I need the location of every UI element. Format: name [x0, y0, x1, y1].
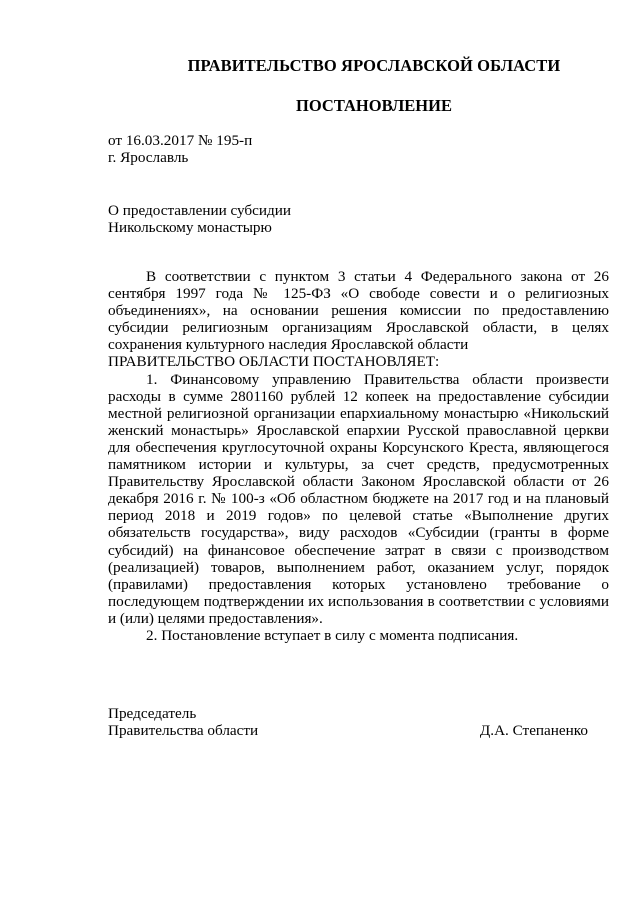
resolves-line: ПРАВИТЕЛЬСТВО ОБЛАСТИ ПОСТАНОВЛЯЕТ: [108, 353, 440, 371]
authority-heading: ПРАВИТЕЛЬСТВО ЯРОСЛАВСКОЙ ОБЛАСТИ [187, 56, 561, 75]
item-1-paragraph: 1. Финансовому управлению Правительства области произвести расходы в сумме 2801160 рублей 12 копеек на предоставление субсидии местной религиозной организации епархиальному монастырю «Никольский женский монастырь» Ярославской епархии Русской православной церкви для обеспечения круглосуточной охраны Корсунского Креста, являющегося памятником истории и культуры, за счет средств, предусмотренных Правительству Ярославской области Законом Ярославской области от 26 декабря 2016 г. № 100-з «Об областном бюджете на 2017 год и на плановый период 2018 и 2019 годов» по целевой статье «Выполнение других обязательств государства», виду расходов «Субсидии (гранты в форме субсидий) на финансовое обеспечение затрат в связи с производством (реализацией) товаров, выполнением работ, оказанием услуг, порядок (правилами) предоставления которых установлено требование о последующем подтверждении их использования в соответствии с условиями и (или) целями предоставления». [108, 370, 609, 627]
signatory-title-line-2: Правительства области [108, 722, 259, 739]
preamble-paragraph: В соответствии с пунктом 3 статьи 4 Федерального закона от 26 сентября 1997 года № 125-ФЗ «О свободе совести и о религиозных объединениях», на основании решения комиссии по предоставлению субсидии религиозным организациям Ярославской области, в целях сохранения культурного наследия Ярославской области [108, 268, 609, 354]
subject-line-2: Никольскому монастырю [108, 219, 272, 236]
document-body [108, 268, 609, 644]
date-number: от 16.03.2017 № 195-п [108, 132, 253, 149]
subject-line-1: О предоставлении субсидии [108, 202, 292, 219]
item-2-paragraph: 2. Постановление вступает в силу с момента подписания. [146, 626, 519, 644]
signatory-title-line-1: Председатель [108, 705, 197, 722]
place: г. Ярославль [108, 149, 189, 166]
document-type-heading: ПОСТАНОВЛЕНИЕ [296, 96, 452, 115]
signatory-name: Д.А. Степаненко [479, 722, 588, 739]
